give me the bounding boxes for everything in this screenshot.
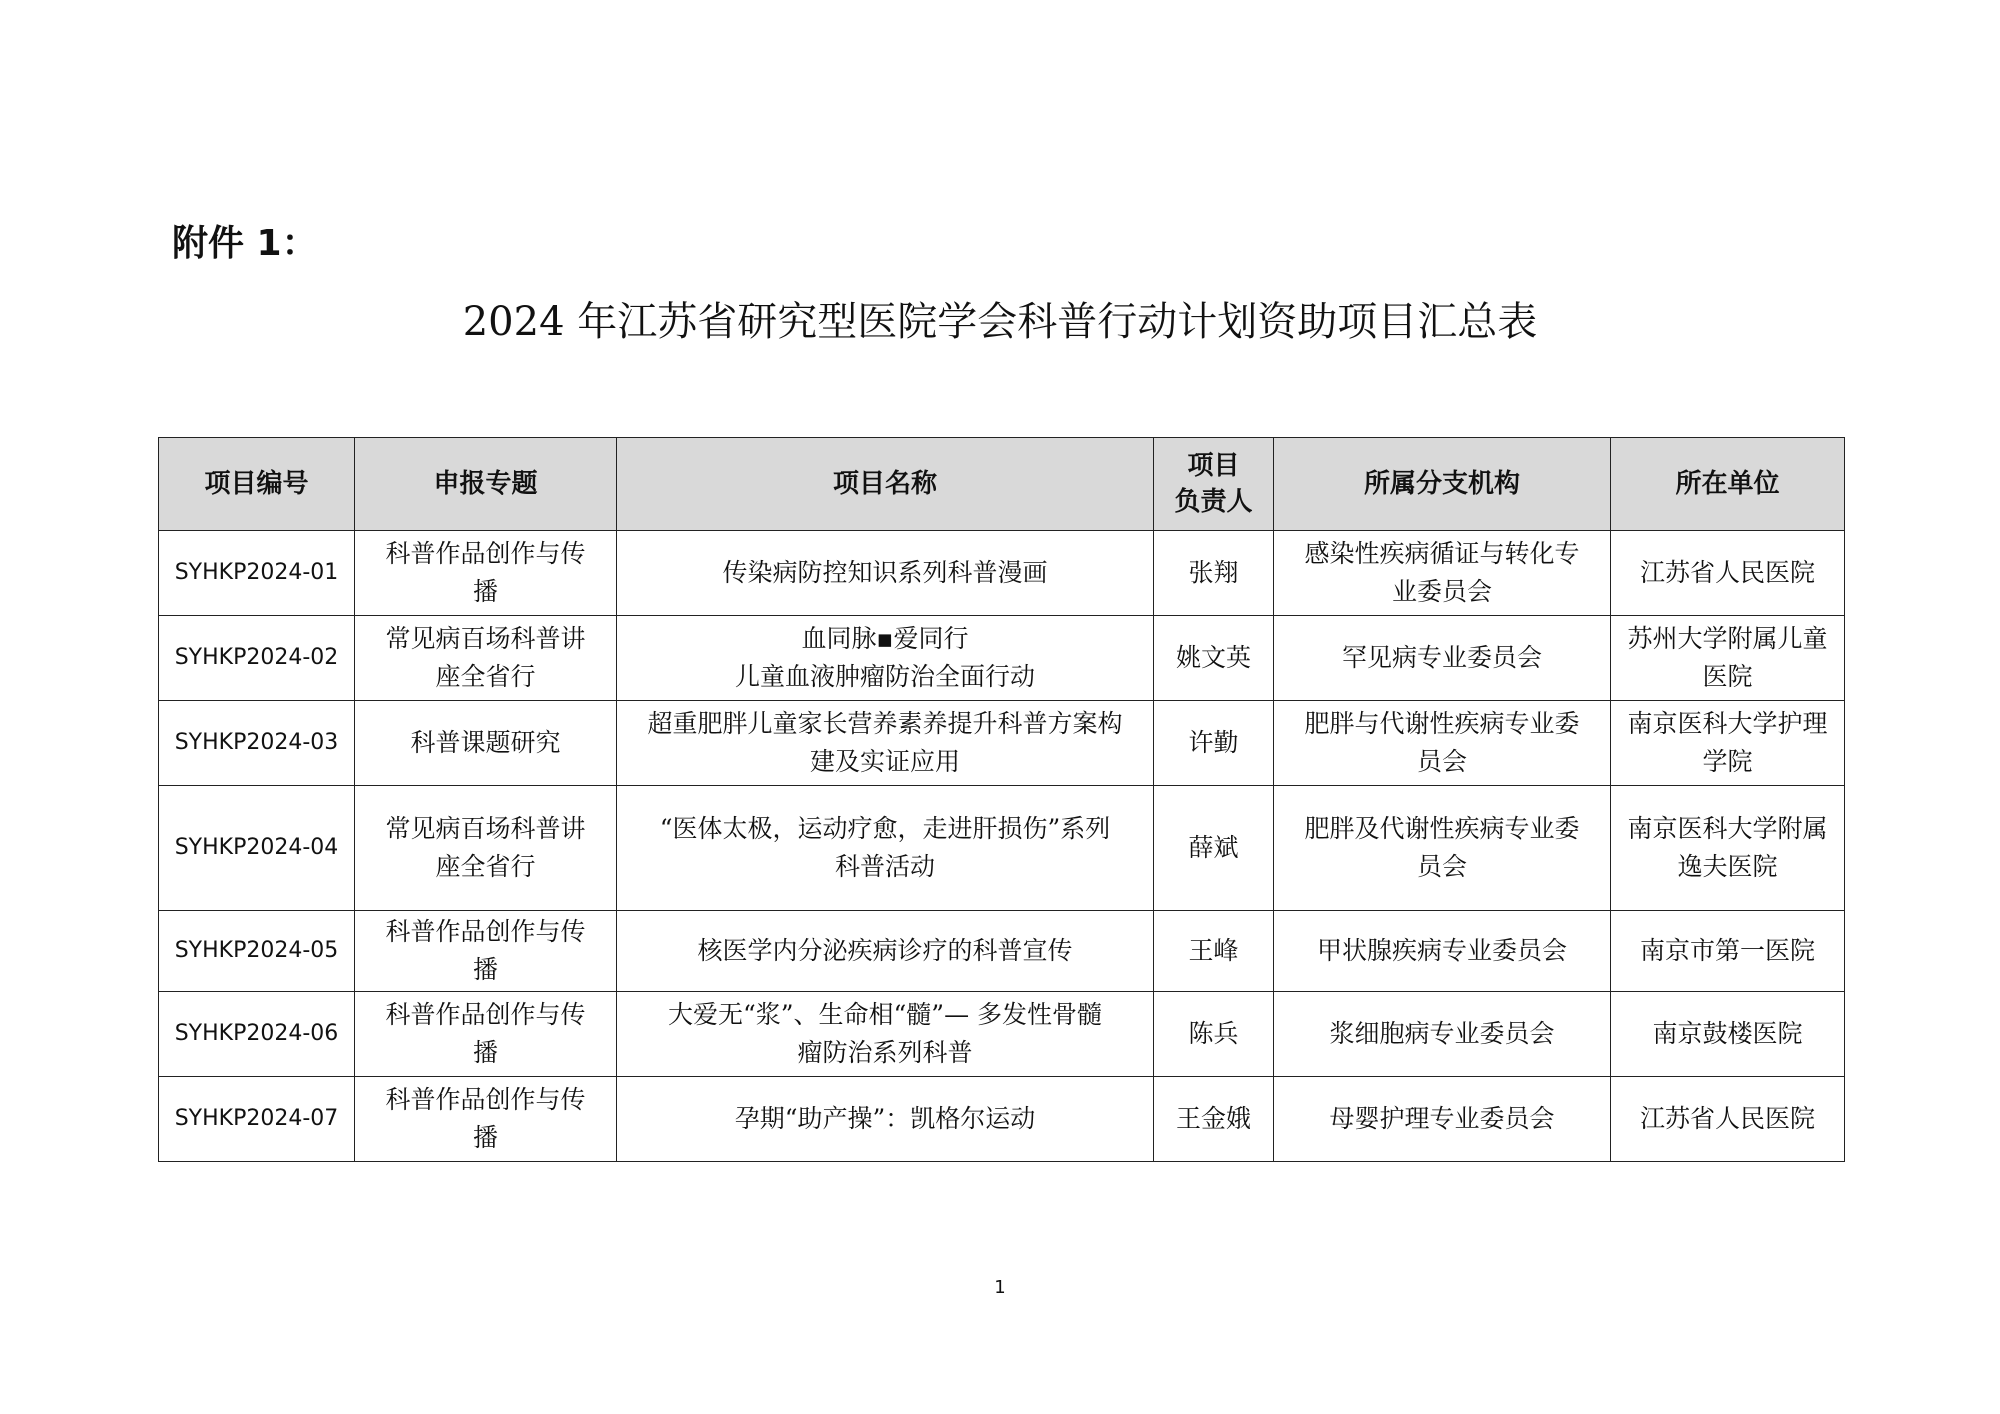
cell-leader: 薛斌: [1154, 786, 1274, 911]
cell-unit: 南京鼓楼医院: [1611, 992, 1845, 1077]
header-unit: 所在单位: [1611, 438, 1845, 531]
attachment-label: 附件 1：: [172, 223, 318, 264]
header-branch: 所属分支机构: [1274, 438, 1611, 531]
cell-branch: 肥胖与代谢性疾病专业委 员会: [1274, 701, 1611, 786]
table-row: [159, 992, 1845, 1077]
cell-branch: 甲状腺疾病专业委员会: [1274, 911, 1611, 992]
cell-branch: 浆细胞病专业委员会: [1274, 992, 1611, 1077]
cell-project-code: SYHKP2024-02: [159, 616, 355, 701]
table-row: [159, 786, 1845, 911]
cell-leader: 姚文英: [1154, 616, 1274, 701]
cell-topic: 常见病百场科普讲 座全省行: [355, 786, 617, 911]
cell-project-name: 血同脉▪爱同行 儿童血液肿瘤防治全面行动: [617, 616, 1154, 701]
cell-project-name: 超重肥胖儿童家长营养素养提升科普方案构 建及实证应用: [617, 701, 1154, 786]
table-header-row: [159, 438, 1845, 531]
cell-topic: 科普作品创作与传 播: [355, 911, 617, 992]
cell-unit: 苏州大学附属儿童 医院: [1611, 616, 1845, 701]
table-row: [159, 701, 1845, 786]
cell-project-name: 核医学内分泌疾病诊疗的科普宣传: [617, 911, 1154, 992]
table-row: [159, 531, 1845, 616]
header-project-code: 项目编号: [159, 438, 355, 531]
cell-topic: 常见病百场科普讲 座全省行: [355, 616, 617, 701]
table-row: [159, 911, 1845, 992]
cell-unit: 南京医科大学附属 逸夫医院: [1611, 786, 1845, 911]
table-row: [159, 1077, 1845, 1162]
project-summary-table: [158, 437, 1845, 1162]
cell-topic: 科普作品创作与传 播: [355, 1077, 617, 1162]
cell-topic: 科普作品创作与传 播: [355, 531, 617, 616]
cell-unit: 江苏省人民医院: [1611, 531, 1845, 616]
cell-project-name: “医体太极，运动疗愈，走进肝损伤”系列 科普活动: [617, 786, 1154, 911]
cell-branch: 母婴护理专业委员会: [1274, 1077, 1611, 1162]
cell-unit: 南京市第一医院: [1611, 911, 1845, 992]
page-number: 1: [994, 1277, 1006, 1298]
cell-branch: 罕见病专业委员会: [1274, 616, 1611, 701]
cell-topic: 科普课题研究: [355, 701, 617, 786]
cell-project-code: SYHKP2024-03: [159, 701, 355, 786]
cell-project-code: SYHKP2024-05: [159, 911, 355, 992]
cell-project-code: SYHKP2024-07: [159, 1077, 355, 1162]
table-row: [159, 616, 1845, 701]
cell-branch: 感染性疾病循证与转化专 业委员会: [1274, 531, 1611, 616]
cell-project-code: SYHKP2024-01: [159, 531, 355, 616]
cell-leader: 王金娥: [1154, 1077, 1274, 1162]
cell-project-name: 大爱无“浆”、生命相“髓”— 多发性骨髓 瘤防治系列科普: [617, 992, 1154, 1077]
cell-unit: 江苏省人民医院: [1611, 1077, 1845, 1162]
cell-topic: 科普作品创作与传 播: [355, 992, 617, 1077]
cell-unit: 南京医科大学护理 学院: [1611, 701, 1845, 786]
cell-leader: 陈兵: [1154, 992, 1274, 1077]
cell-leader: 张翔: [1154, 531, 1274, 616]
header-project-leader: 项目 负责人: [1154, 438, 1274, 531]
cell-leader: 许勤: [1154, 701, 1274, 786]
cell-project-name: 孕期“助产操”：凯格尔运动: [617, 1077, 1154, 1162]
cell-leader: 王峰: [1154, 911, 1274, 992]
cell-project-name: 传染病防控知识系列科普漫画: [617, 531, 1154, 616]
cell-project-code: SYHKP2024-04: [159, 786, 355, 911]
document-title: 2024 年江苏省研究型医院学会科普行动计划资助项目汇总表: [462, 299, 1538, 345]
header-topic: 申报专题: [355, 438, 617, 531]
cell-branch: 肥胖及代谢性疾病专业委 员会: [1274, 786, 1611, 911]
header-project-name: 项目名称: [617, 438, 1154, 531]
cell-project-code: SYHKP2024-06: [159, 992, 355, 1077]
